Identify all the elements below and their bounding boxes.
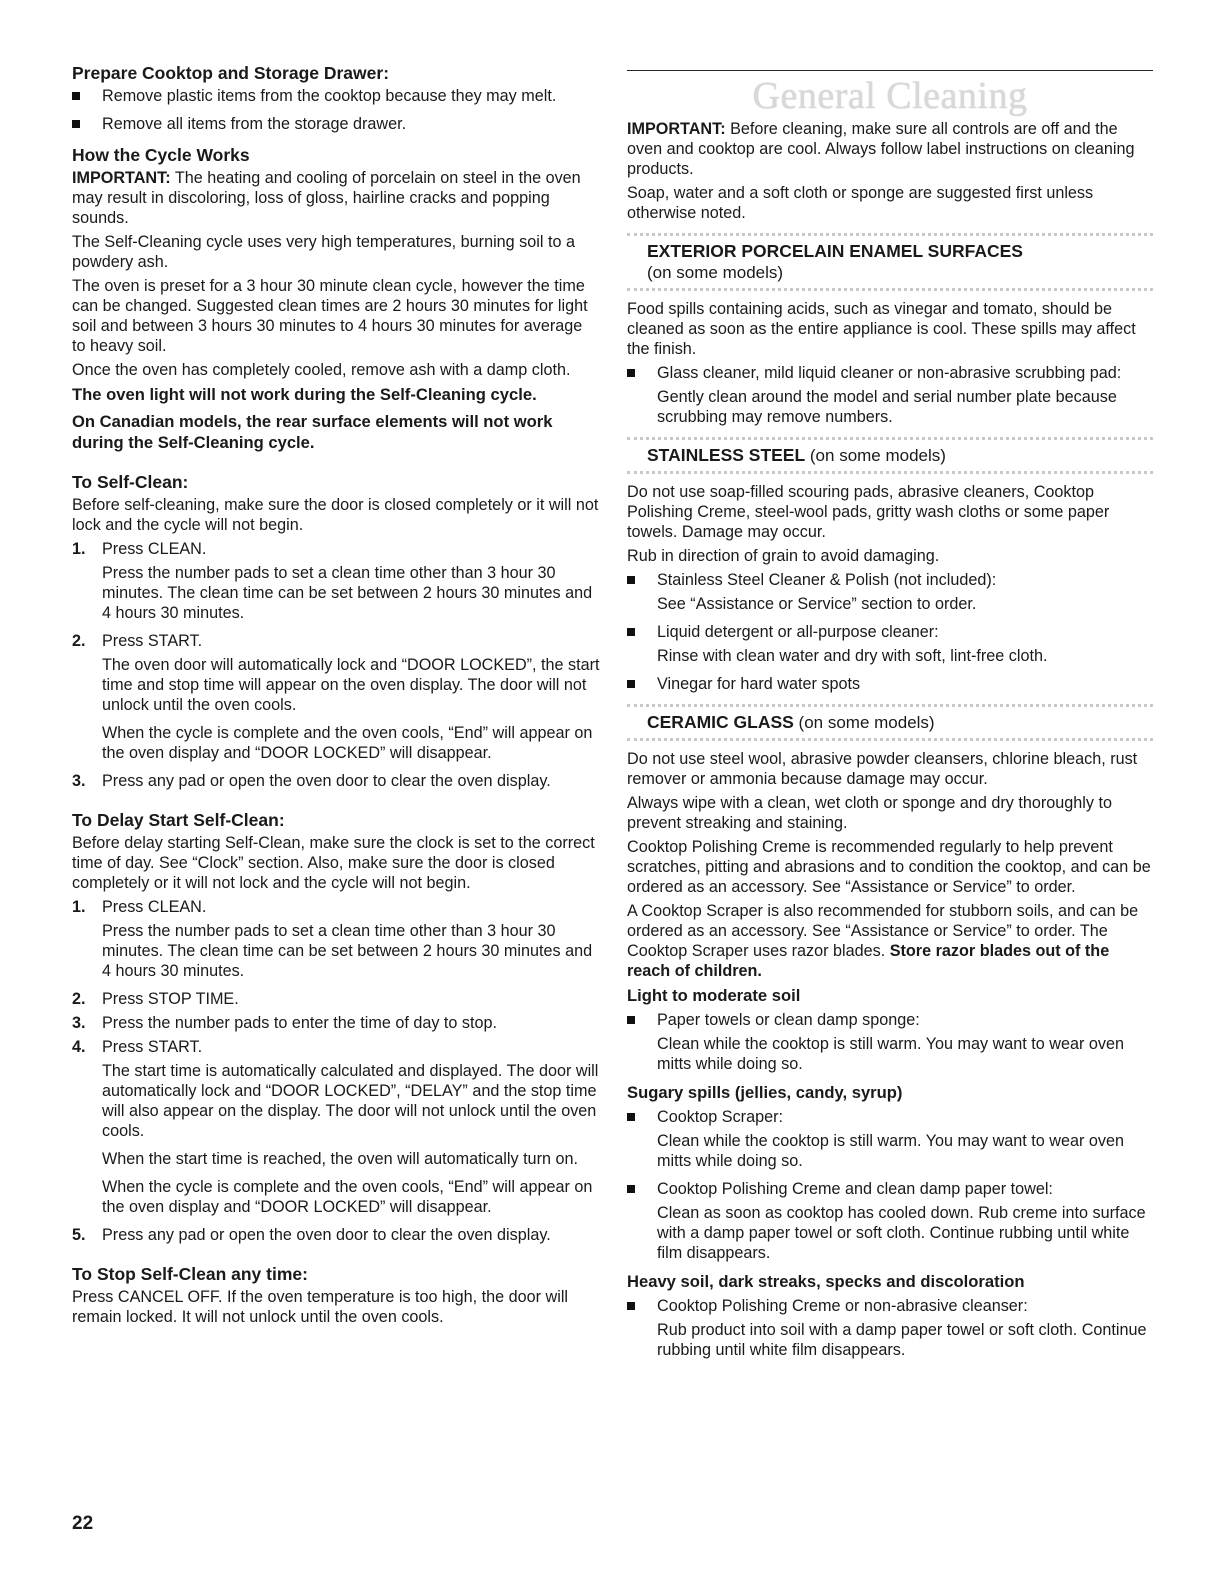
step-item	[72, 897, 600, 917]
how-paragraph: The Self-Cleaning cycle uses very high temperatures, burning soil to a powdery ash.	[72, 233, 575, 271]
ceramic-paragraph: Cooktop Polishing Creme is recommended regularly to help prevent scratches, pitting and abrasions and to condition the cooktop, and can be ordered as an accessory. See “Assistance or Service” to order.	[627, 838, 1151, 896]
step-item	[72, 539, 600, 559]
step-item	[72, 1013, 600, 1033]
exterior-bullet-detail: Gently clean around the model and serial number plate because scrubbing may remove numbers.	[657, 388, 1117, 426]
exterior-band	[627, 233, 1153, 291]
bullet-detail: Rub product into soil with a damp paper towel or soft cloth. Continue rubbing until white film disappears.	[657, 1321, 1147, 1359]
heavy-soil-items	[627, 1296, 1153, 1360]
bullet-detail: See “Assistance or Service” section to order.	[657, 595, 977, 613]
how-bold-note: The oven light will not work during the Self-Cleaning cycle.	[72, 385, 537, 404]
step-text: Press any pad or open the oven door to clear the oven display.	[102, 1226, 551, 1244]
light-soil-items	[627, 1010, 1153, 1074]
step-detail: Press the number pads to set a clean time other than 3 hour 30 minutes. The clean time can be set between 2 hours 30 minutes and 4 hours 30 minutes.	[102, 564, 593, 622]
stop-text: Press CANCEL OFF. If the oven temperature is too high, the door will remain locked. It will not unlock until the oven cools.	[72, 1288, 569, 1326]
bullet-detail: Clean while the cooktop is still warm. You may want to wear oven mitts while doing so.	[657, 1132, 1124, 1170]
exterior-title: EXTERIOR PORCELAIN ENAMEL SURFACES	[647, 241, 1023, 261]
step-text: Press START.	[102, 632, 203, 650]
step-number: 1.	[72, 540, 86, 558]
step-text: Press STOP TIME.	[102, 990, 239, 1008]
title-rule	[627, 70, 1153, 71]
how-important: IMPORTANT: The heating and cooling of porcelain on steel in the oven may result in discoloring, loss of gloss, hairline cracks and popping sounds.	[72, 169, 581, 227]
step-item	[72, 1225, 600, 1245]
ceramic-band	[627, 704, 1153, 741]
stainless-title: STAINLESS STEEL	[647, 445, 806, 465]
bullet-detail: Rinse with clean water and dry with soft, lint-free cloth.	[657, 647, 1048, 665]
step-number: 2.	[72, 632, 86, 650]
page-title: General Cleaning	[752, 75, 1028, 117]
selfclean-intro: Before self-cleaning, make sure the door is closed completely or it will not lock and the cycle will not begin.	[72, 496, 599, 534]
stainless-band	[627, 437, 1153, 474]
bullet-item: Liquid detergent or all-purpose cleaner:	[627, 622, 1153, 642]
delay-steps	[72, 897, 600, 1245]
bullet-item: Paper towels or clean damp sponge:	[627, 1010, 1153, 1030]
bullet-item: Cooktop Scraper:	[627, 1107, 1153, 1127]
sugary-items	[627, 1107, 1153, 1263]
step-item	[72, 771, 600, 791]
step-detail: When the cycle is complete and the oven cools, “End” will appear on the oven display and “DOOR LOCKED” will disappear.	[102, 1178, 593, 1216]
step-number: 5.	[72, 1226, 86, 1244]
bullet-item: Cooktop Polishing Creme and clean damp paper towel:	[627, 1179, 1153, 1199]
exterior-bullet: Glass cleaner, mild liquid cleaner or non-abrasive scrubbing pad:	[627, 363, 1153, 383]
stop-heading: To Stop Self-Clean any time:	[72, 1264, 308, 1284]
step-text: Press CLEAN.	[102, 540, 207, 558]
step-detail: When the start time is reached, the oven will automatically turn on.	[102, 1150, 578, 1168]
step-text: Press CLEAN.	[102, 898, 207, 916]
how-paragraph: The oven is preset for a 3 hour 30 minute clean cycle, however the time can be changed. Suggested clean times are 2 hours 30 minutes for light soil and between 3 hours 30 minutes to 4 hours 30 minutes for average to heavy soil.	[72, 277, 588, 355]
ceramic-paragraph: Do not use steel wool, abrasive powder cleansers, chlorine bleach, rust remover or ammonia because damage may occur.	[627, 750, 1138, 788]
how-paragraph: Once the oven has completely cooled, remove ash with a damp cloth.	[72, 361, 571, 379]
heavy-soil-heading: Heavy soil, dark streaks, specks and discoloration	[627, 1272, 1025, 1291]
left-column	[72, 62, 600, 1331]
right-column	[627, 62, 1153, 1368]
step-detail: Press the number pads to set a clean time other than 3 hour 30 minutes. The clean time can be set between 2 hours 30 minutes and 4 hours 30 minutes.	[102, 922, 593, 980]
page-number: 22	[72, 1513, 94, 1534]
sugary-heading: Sugary spills (jellies, candy, syrup)	[627, 1083, 903, 1102]
ceramic-title: CERAMIC GLASS	[647, 712, 794, 732]
bullet-detail: Clean while the cooktop is still warm. You may want to wear oven mitts while doing so.	[657, 1035, 1124, 1073]
stainless-subtitle: (on some models)	[805, 446, 946, 465]
step-text: Press the number pads to enter the time of day to stop.	[102, 1014, 498, 1032]
step-item	[72, 989, 600, 1009]
stainless-paragraph: Do not use soap-filled scouring pads, abrasive cleaners, Cooktop Polishing Creme, steel-wool pads, gritty wash cloths or some paper towels. Damage may occur.	[627, 483, 1110, 541]
soap-note: Soap, water and a soft cloth or sponge are suggested first unless otherwise noted.	[627, 184, 1094, 222]
selfclean-heading: To Self-Clean:	[72, 472, 189, 492]
stainless-items	[627, 570, 1153, 694]
step-detail: The oven door will automatically lock and “DOOR LOCKED”, the start time and stop time will appear on the oven display. The door will not unlock until the oven cools.	[102, 656, 600, 714]
step-detail: When the cycle is complete and the oven cools, “End” will appear on the oven display and “DOOR LOCKED” will disappear.	[102, 724, 593, 762]
ceramic-paragraph: A Cooktop Scraper is also recommended for stubborn soils, and can be ordered as an accessory. See “Assistance or Service” to order. The Cooktop Scraper uses razor blades. Store razor blades out of the reach of children.	[627, 902, 1139, 980]
step-item	[72, 1037, 600, 1057]
ceramic-subtitle: (on some models)	[793, 713, 935, 732]
bullet-item: Vinegar for hard water spots	[627, 674, 1153, 694]
step-number: 3.	[72, 772, 86, 790]
step-number: 3.	[72, 1014, 86, 1032]
delay-intro: Before delay starting Self-Clean, make sure the clock is set to the correct time of day. See “Clock” section. Also, make sure the door is closed completely or it will not lock and the cycle will not begin.	[72, 834, 595, 892]
step-number: 1.	[72, 898, 86, 916]
step-text: Press START.	[102, 1038, 203, 1056]
prepare-bullet: Remove all items from the storage drawer.	[72, 114, 600, 134]
bullet-item: Cooktop Polishing Creme or non-abrasive cleanser:	[627, 1296, 1153, 1316]
how-heading: How the Cycle Works	[72, 145, 250, 165]
exterior-subtitle: (on some models)	[647, 263, 784, 282]
step-number: 2.	[72, 990, 86, 1008]
step-detail: The start time is automatically calculated and displayed. The door will automatically lock and “DOOR LOCKED”, “DELAY” and the stop time will also appear on the display. The door will not unlock until the oven cools.	[102, 1062, 599, 1140]
prepare-bullet: Remove plastic items from the cooktop because they may melt.	[72, 86, 600, 106]
light-soil-heading: Light to moderate soil	[627, 986, 801, 1005]
selfclean-steps	[72, 539, 600, 791]
how-bold-note: On Canadian models, the rear surface elements will not work during the Self-Cleaning cycle.	[72, 412, 553, 452]
exterior-paragraph: Food spills containing acids, such as vinegar and tomato, should be cleaned as soon as the entire appliance is cool. These spills may affect the finish.	[627, 300, 1136, 358]
step-item	[72, 631, 600, 651]
step-text: Press any pad or open the oven door to clear the oven display.	[102, 772, 551, 790]
bullet-item: Stainless Steel Cleaner & Polish (not included):	[627, 570, 1153, 590]
prepare-heading: Prepare Cooktop and Storage Drawer:	[72, 63, 390, 83]
step-number: 4.	[72, 1038, 86, 1056]
bullet-detail: Clean as soon as cooktop has cooled down. Rub creme into surface with a damp paper towel or soft cloth. Continue rubbing until white film disappears.	[657, 1204, 1146, 1262]
right-important: IMPORTANT: Before cleaning, make sure all controls are off and the oven and cooktop are cool. Always follow label instructions on cleaning products.	[627, 120, 1135, 178]
delay-heading: To Delay Start Self-Clean:	[72, 810, 285, 830]
stainless-paragraph: Rub in direction of grain to avoid damaging.	[627, 547, 940, 565]
ceramic-paragraph: Always wipe with a clean, wet cloth or sponge and dry thoroughly to prevent streaking and staining.	[627, 794, 1112, 832]
